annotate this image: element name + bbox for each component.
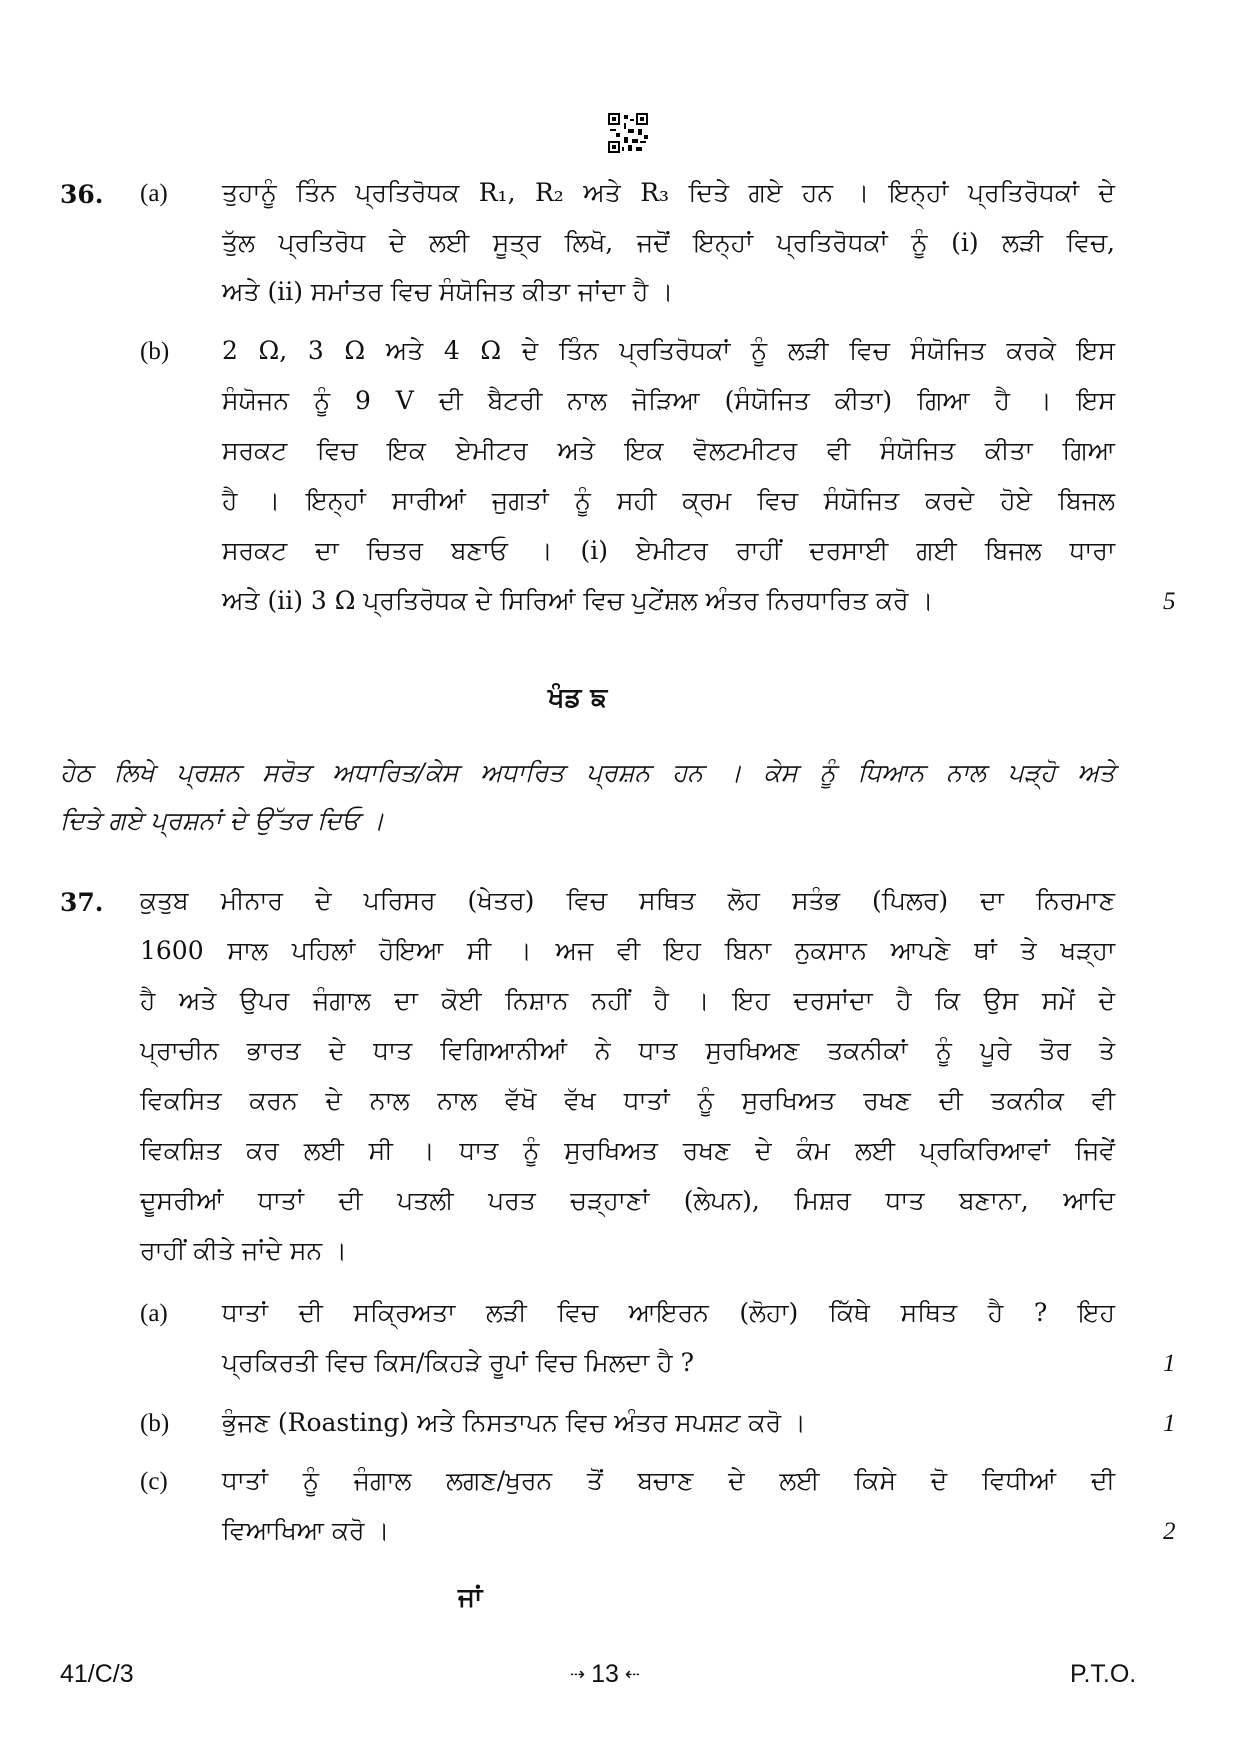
q37-b-line-1: ਭੁੰਜਣ (Roasting) ਅਤੇ ਨਿਸਤਾਪਨ ਵਿਚ ਅੰਤਰ ਸਪਸ਼ਟ ਕਰੋ । [222, 1408, 806, 1437]
q37-part-c-label: (c) [140, 1468, 168, 1495]
q36-part-b-label: (b) [140, 338, 170, 365]
page-number [570, 1660, 640, 1689]
section-instruction-line-2: ਦਿਤੇ ਗਏ ਪ੍ਰਸ਼ਨਾਂ ਦੇ ਉੱਤਰ ਦਿਓ । [60, 806, 385, 835]
q36-a-line-3: ਅਤੇ (ii) ਸਮਾਂਤਰ ਵਿਚ ਸੰਯੋਜਿਤ ਕੀਤਾ ਜਾਂਦਾ ਹੈ । [222, 277, 674, 306]
q36-part-a-label: (a) [140, 180, 168, 207]
q36-b-line-5: ਸਰਕਟ ਦਾ ਚਿਤਰ ਬਣਾਓ । (i) ਏਮੀਟਰ ਰਾਹੀਂ ਦਰਸਾਈ ਗਈ ਬਿਜਲ ਧਾਰਾ [222, 536, 1115, 565]
section-heading: ਖੰਡ ਙ [548, 683, 608, 713]
q36-b-line-1: 2 Ω, 3 Ω ਅਤੇ 4 Ω ਦੇ ਤਿੰਨ ਪ੍ਰਤਿਰੋਧਕਾਂ ਨੂੰ ਲੜੀ ਵਿਚ ਸੰਯੋਜਿਤ ਕਰਕੇ ਇਸ [222, 336, 1115, 365]
q37-a-line-2: ਪ੍ਰਕਿਰਤੀ ਵਿਚ ਕਿਸ/ਕਿਹੜੇ ਰੂਪਾਂ ਵਿਚ ਮਿਲਦਾ ਹੈ ? [222, 1348, 694, 1377]
question-number-37: 37. [60, 888, 104, 917]
q37-a-line-1: ਧਾਤਾਂ ਦੀ ਸਕ੍ਰਿਅਤਾ ਲੜੀ ਵਿਚ ਆਇਰਨ (ਲੋਹਾ) ਕਿੱਥੇ ਸਥਿਤ ਹੈ ? ਇਹ [222, 1298, 1115, 1327]
page-number-right-ornament: ⇠ [624, 1664, 640, 1684]
q36-a-line-1: ਤੁਹਾਨੂੰ ਤਿੰਨ ਪ੍ਰਤਿਰੋਧਕ R₁, R₂ ਅਤੇ R₃ ਦਿਤੇ ਗਏ ਹਨ । ਇਨ੍ਹਾਂ ਪ੍ਰਤਿਰੋਧਕਾਂ ਦੇ [222, 178, 1115, 207]
q37-passage-line-3: ਹੈ ਅਤੇ ਉਪਰ ਜੰਗਾਲ ਦਾ ਕੋਈ ਨਿਸ਼ਾਨ ਨਹੀਂ ਹੈ । ਇਹ ਦਰਸਾਂਦਾ ਹੈ ਕਿ ਉਸ ਸਮੇਂ ਦੇ [140, 986, 1115, 1015]
page-number-left-ornament: ⇢ [570, 1664, 586, 1684]
q37-part-a-label: (a) [140, 1300, 168, 1327]
q37-passage-line-8: ਰਾਹੀਂ ਕੀਤੇ ਜਾਂਦੇ ਸਨ । [140, 1236, 347, 1265]
q36-b-line-3: ਸਰਕਟ ਵਿਚ ਇਕ ਏਮੀਟਰ ਅਤੇ ਇਕ ਵੋਲਟਮੀਟਰ ਵੀ ਸੰਯੋਜਿਤ ਕੀਤਾ ਗਿਆ [222, 436, 1115, 465]
q37-passage-line-1: ਕੁਤੁਬ ਮੀਨਾਰ ਦੇ ਪਰਿਸਰ (ਖੇਤਰ) ਵਿਚ ਸਥਿਤ ਲੋਹ ਸਤੰਭ (ਪਿਲਰ) ਦਾ ਨਿਰਮਾਣ [140, 886, 1115, 915]
q36-b-line-4: ਹੈ । ਇਨ੍ਹਾਂ ਸਾਰੀਆਂ ਜੁਗਤਾਂ ਨੂੰ ਸਹੀ ਕ੍ਰਮ ਵਿਚ ਸੰਯੋਜਿਤ ਕਰਦੇ ਹੋਏ ਬਿਜਲ [222, 486, 1115, 515]
paper-code: 41/C/3 [60, 1660, 134, 1688]
q37-a-marks: 1 [1163, 1350, 1176, 1377]
page-number-value: 13 [591, 1660, 619, 1688]
q36-b-line-6: ਅਤੇ (ii) 3 Ω ਪ੍ਰਤਿਰੋਧਕ ਦੇ ਸਿਰਿਆਂ ਵਿਚ ਪੁਟੇਂਸ਼ਲ ਅੰਤਰ ਨਿਰਧਾਰਿਤ ਕਰੋ । [222, 586, 934, 615]
q36-a-line-2: ਤੁੱਲ ਪ੍ਰਤਿਰੋਧ ਦੇ ਲਈ ਸੂਤ੍ਰ ਲਿਖੋ, ਜਦੋਂ ਇਨ੍ਹਾਂ ਪ੍ਰਤਿਰੋਧਕਾਂ ਨੂੰ (i) ਲੜੀ ਵਿਚ, [222, 228, 1115, 257]
q37-passage-line-2: 1600 ਸਾਲ ਪਹਿਲਾਂ ਹੋਇਆ ਸੀ । ਅਜ ਵੀ ਇਹ ਬਿਨਾ ਨੁਕਸਾਨ ਆਪਣੇ ਥਾਂ ਤੇ ਖੜ੍ਹਾ [140, 936, 1115, 965]
q37-c-line-1: ਧਾਤਾਂ ਨੂੰ ਜੰਗਾਲ ਲਗਣ/ਖੁਰਨ ਤੋਂ ਬਚਾਣ ਦੇ ਲਈ ਕਿਸੇ ਦੋ ਵਿਧੀਆਂ ਦੀ [222, 1466, 1115, 1495]
q37-c-line-2: ਵਿਆਖਿਆ ਕਰੋ । [222, 1516, 390, 1545]
please-turn-over: P.T.O. [1070, 1660, 1137, 1688]
q37-passage-line-4: ਪ੍ਰਾਚੀਨ ਭਾਰਤ ਦੇ ਧਾਤ ਵਿਗਿਆਨੀਆਂ ਨੇ ਧਾਤ ਸੁਰਖਿਅਣ ਤਕਨੀਕਾਂ ਨੂੰ ਪੂਰੇ ਤੋਰ ਤੇ [140, 1036, 1115, 1065]
or-separator: ਜਾਂ [458, 1583, 483, 1613]
section-instruction-line-1: ਹੇਠ ਲਿਖੇ ਪ੍ਰਸ਼ਨ ਸਰੋਤ ਅਧਾਰਿਤ/ਕੇਸ ਅਧਾਰਿਤ ਪ੍ਰਸ਼ਨ ਹਨ । ਕੇਸ ਨੂੰ ਧਿਆਨ ਨਾਲ ਪੜ੍ਹੋ ਅਤੇ [60, 758, 1115, 787]
qr-code [608, 113, 648, 153]
q37-passage-line-5: ਵਿਕਸਿਤ ਕਰਨ ਦੇ ਨਾਲ ਨਾਲ ਵੱਖੋ ਵੱਖ ਧਾਤਾਂ ਨੂੰ ਸੁਰਖਿਅਤ ਰਖਣ ਦੀ ਤਕਨੀਕ ਵੀ [140, 1086, 1115, 1115]
q37-passage-line-6: ਵਿਕਸ਼ਿਤ ਕਰ ਲਈ ਸੀ । ਧਾਤ ਨੂੰ ਸੁਰਖਿਅਤ ਰਖਣ ਦੇ ਕੰਮ ਲਈ ਪ੍ਰਕਿਰਿਆਵਾਂ ਜਿਵੇਂ [140, 1136, 1115, 1165]
q37-part-b-label: (b) [140, 1410, 170, 1437]
q37-passage-line-7: ਦੂਸਰੀਆਂ ਧਾਤਾਂ ਦੀ ਪਤਲੀ ਪਰਤ ਚੜ੍ਹਾਣਾਂ (ਲੇਪਨ), ਮਿਸ਼ਰ ਧਾਤ ਬਣਾਨਾ, ਆਦਿ [140, 1186, 1115, 1215]
question-number-36: 36. [60, 180, 104, 209]
q36-marks: 5 [1163, 588, 1176, 615]
q37-c-marks: 2 [1163, 1518, 1176, 1545]
q36-b-line-2: ਸੰਯੋਜਨ ਨੂੰ 9 V ਦੀ ਬੈਟਰੀ ਨਾਲ ਜੋੜਿਆ (ਸੰਯੋਜਿਤ ਕੀਤਾ) ਗਿਆ ਹੈ । ਇਸ [222, 386, 1115, 415]
q37-b-marks: 1 [1163, 1410, 1176, 1437]
